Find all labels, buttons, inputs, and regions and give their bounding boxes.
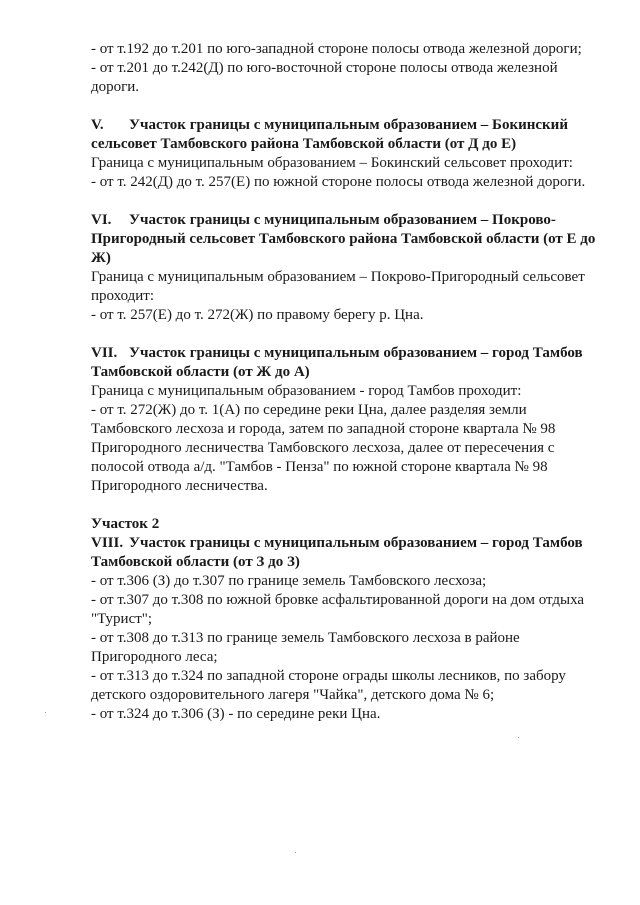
text-line: - от т.307 до т.308 по южной бровке асфальтированной дороги на дом отдыха — [91, 592, 585, 608]
text-line: Граница с муниципальным образованием - город Тамбов проходит: — [91, 383, 522, 399]
text-line: Пригородного лесничества Тамбовского лесхоза, далее от пересечения с — [91, 440, 555, 456]
text-line: - от т. 257(Е) до т. 272(Ж) по правому берегу р. Цна. — [91, 307, 424, 323]
text-line: "Турист"; — [91, 611, 153, 627]
text-line: полосой отвода а/д. "Тамбов - Пенза" по южной стороне квартала № 98 — [91, 459, 548, 475]
section-heading-cont: Пригородный сельсовет Тамбовского района Тамбовской области (от Е до — [91, 231, 596, 247]
part-heading: Участок 2 — [91, 516, 160, 532]
section-heading-cont: Тамбовской области (от З до З) — [91, 554, 300, 570]
section-heading-cont: сельсовет Тамбовского района Тамбовской области (от Д до Е) — [91, 136, 517, 152]
section-number: VI. — [91, 212, 112, 228]
section-heading: VI. Участок границы с муниципальным образованием – Покрово- — [91, 212, 556, 228]
section-heading-cont: Ж) — [91, 250, 111, 266]
section-viii — [91, 515, 611, 724]
text-line: проходит: — [91, 288, 155, 304]
text-line: - от т.306 (З) до т.307 по границе земель Тамбовского лесхоза; — [91, 573, 487, 589]
text-line: Граница с муниципальным образованием – Бокинский сельсовет проходит: — [91, 155, 573, 171]
section-vii — [91, 344, 611, 496]
section-number: VIII. — [91, 535, 124, 551]
section-v — [91, 116, 611, 192]
text-line: - от т.192 до т.201 по юго-западной стороне полосы отвода железной дороги; — [91, 41, 582, 57]
section-heading: VIII. Участок границы с муниципальным образованием – город Тамбов — [91, 535, 583, 551]
text-line: детского оздоровительного лагеря "Чайка", детского дома № 6; — [91, 687, 495, 703]
text-line: Тамбовского лесхоза и города, затем по западной стороне квартала № 98 — [91, 421, 556, 437]
section-heading-cont: Тамбовской области (от Ж до А) — [91, 364, 310, 380]
section-heading: V. Участок границы с муниципальным образованием – Бокинский — [91, 117, 568, 133]
section-heading: VII. Участок границы с муниципальным образованием – город Тамбов — [91, 345, 583, 361]
section-number: V. — [91, 117, 104, 133]
text-line: Пригородного леса; — [91, 649, 218, 665]
text-line: дороги. — [91, 79, 140, 95]
document-page — [91, 40, 611, 724]
scan-speck — [518, 737, 519, 738]
scan-speck — [295, 852, 296, 853]
scan-speck — [45, 712, 46, 713]
text-line: - от т.308 до т.313 по границе земель Тамбовского лесхоза в районе — [91, 630, 520, 646]
text-line: - от т.324 до т.306 (З) - по середине реки Цна. — [91, 706, 381, 722]
text-line: Граница с муниципальным образованием – Покрово-Пригородный сельсовет — [91, 269, 585, 285]
section-vi — [91, 211, 611, 325]
text-line: - от т. 242(Д) до т. 257(Е) по южной стороне полосы отвода железной дороги. — [91, 174, 586, 190]
text-line: - от т.313 до т.324 по западной стороне ограды школы лесников, по забору — [91, 668, 566, 684]
text-line: - от т. 272(Ж) до т. 1(А) по середине реки Цна, далее разделяя земли — [91, 402, 527, 418]
text-line: Пригородного лесничества. — [91, 478, 268, 494]
section-number: VII. — [91, 345, 118, 361]
text-line: - от т.201 до т.242(Д) по юго-восточной стороне полосы отвода железной — [91, 60, 558, 76]
intro-text — [91, 40, 611, 97]
